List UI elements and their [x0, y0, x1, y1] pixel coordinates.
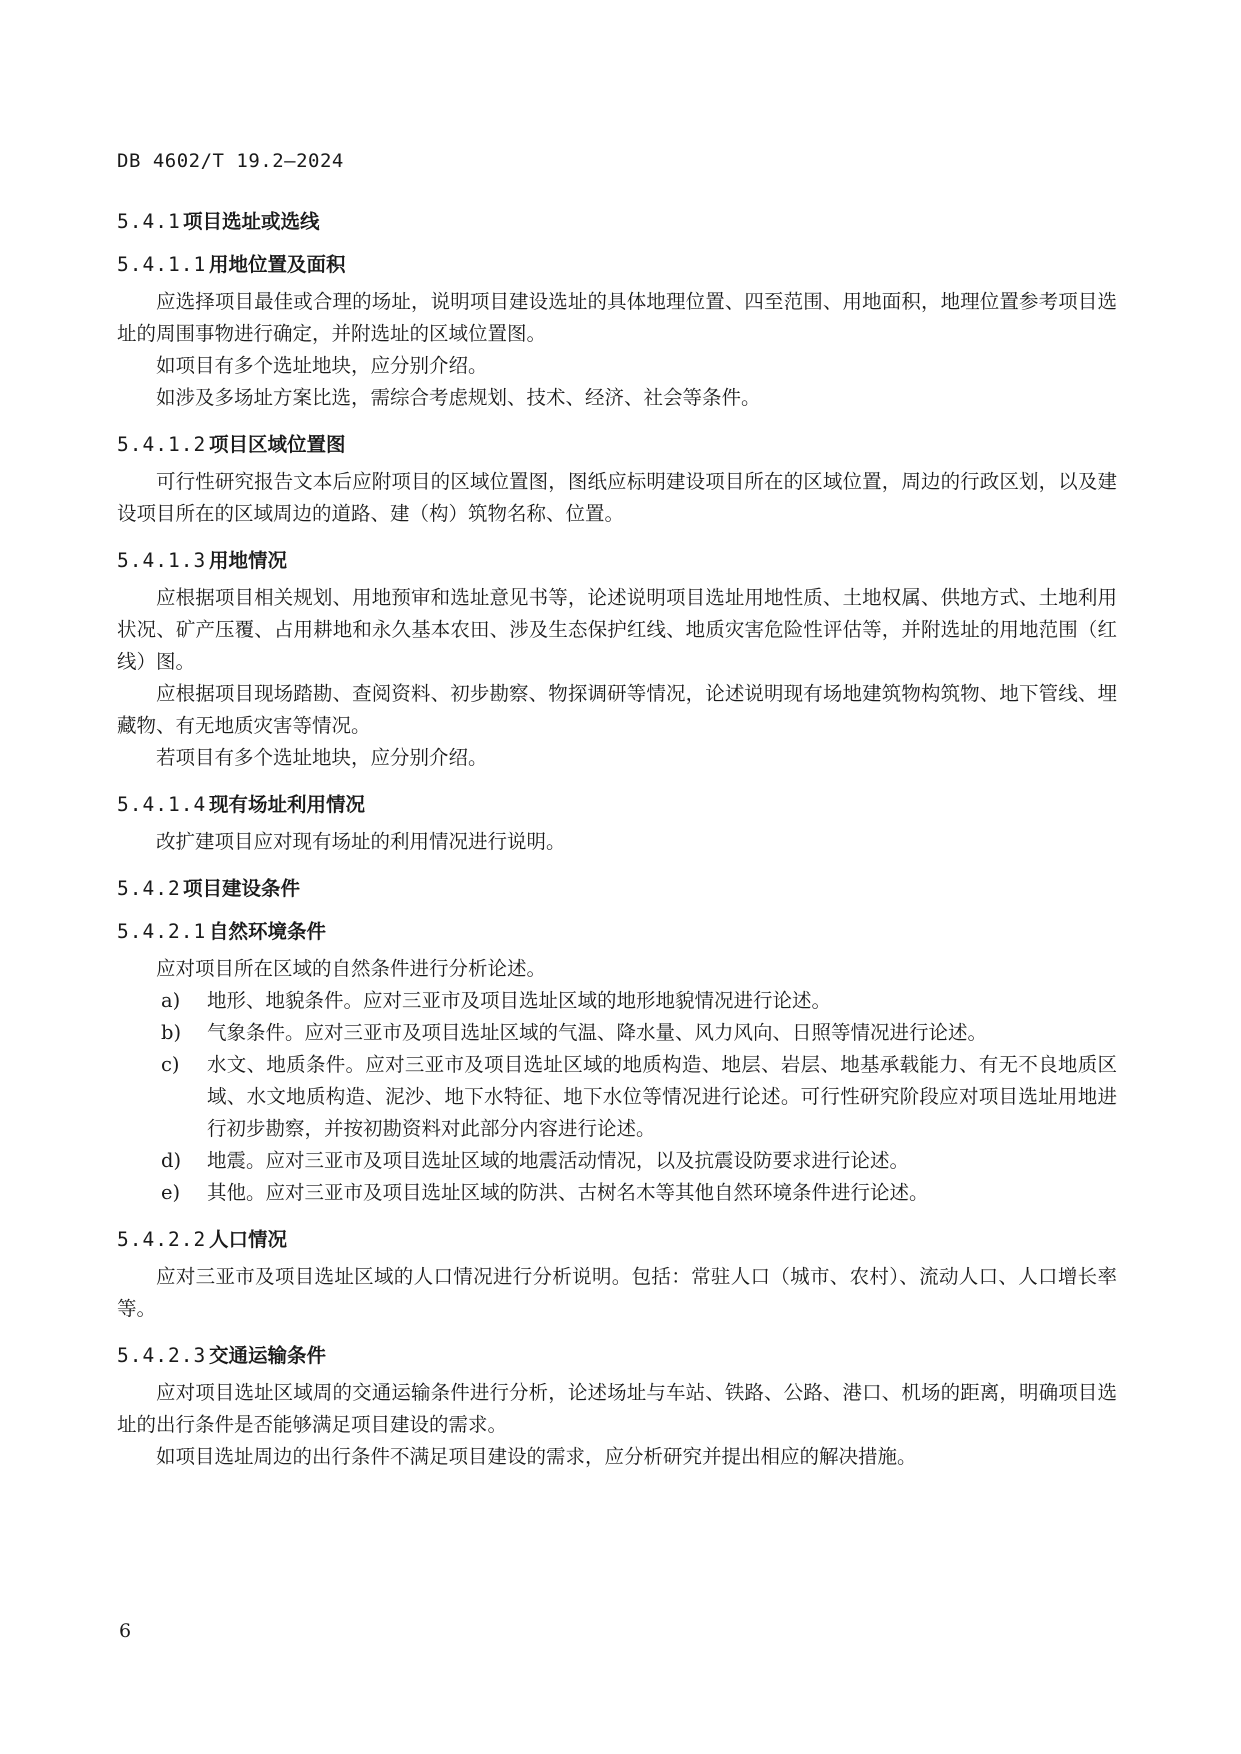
list-item-text: 其他。应对三亚市及项目选址区域的防洪、古树名木等其他自然环境条件进行论述。	[207, 1181, 929, 1204]
section-title: 交通运输条件	[209, 1344, 327, 1367]
list-item-text: 水文、地质条件。应对三亚市及项目选址区域的地质构造、地层、岩层、地基承载能力、有无不良地质区域、水文地质构造、泥沙、地下水特征、地下水位等情况进行论述。可行性研究阶段应对项目选址用地进行初步勘察，并按初勘资料对此部分内容进行论述。	[207, 1053, 1117, 1140]
paragraph: 改扩建项目应对现有场址的利用情况进行说明。	[156, 830, 566, 853]
section-heading-5-4-1-1	[117, 243, 1117, 286]
section-title: 项目选址或选线	[183, 210, 320, 233]
list-item	[117, 985, 1117, 1017]
section-number: 5.4.2	[117, 877, 181, 900]
section-number: 5.4.2.2	[117, 1228, 207, 1251]
paragraph: 如项目有多个选址地块，应分别介绍。	[156, 354, 488, 377]
list-item	[117, 1049, 1117, 1145]
list-marker: c)	[161, 1053, 180, 1076]
section-number: 5.4.2.1	[117, 920, 207, 943]
list-item	[117, 1145, 1117, 1177]
list-marker: b)	[161, 1021, 182, 1044]
section-title: 自然环境条件	[209, 920, 327, 943]
section-number: 5.4.1.2	[117, 433, 207, 456]
paragraph: 若项目有多个选址地块，应分别介绍。	[156, 746, 488, 769]
section-heading-5-4-1	[117, 200, 1117, 243]
paragraph: 应对项目所在区域的自然条件进行分析论述。	[156, 957, 547, 980]
page-number: 6	[119, 1620, 132, 1642]
section-number: 5.4.1.4	[117, 793, 207, 816]
paragraph: 可行性研究报告文本后应附项目的区域位置图，图纸应标明建设项目所在的区域位置，周边的行政区划，以及建设项目所在的区域周边的道路、建（构）筑物名称、位置。	[117, 470, 1117, 525]
section-heading-5-4-2	[117, 867, 1117, 910]
paragraph: 应对项目选址区域周的交通运输条件进行分析，论述场址与车站、铁路、公路、港口、机场的距离，明确项目选址的出行条件是否能够满足项目建设的需求。	[117, 1381, 1117, 1436]
section-heading-5-4-1-4	[117, 783, 1117, 826]
section-number: 5.4.1.3	[117, 549, 207, 572]
section-title: 用地情况	[209, 549, 288, 572]
section-number: 5.4.1.1	[117, 253, 207, 276]
section-number: 5.4.2.3	[117, 1344, 207, 1367]
section-title: 现有场址利用情况	[209, 793, 366, 816]
section-heading-5-4-2-3	[117, 1334, 1117, 1377]
section-number: 5.4.1	[117, 210, 181, 233]
paragraph: 应根据项目现场踏勘、查阅资料、初步勘察、物探调研等情况，论述说明现有场地建筑物构筑物、地下管线、埋藏物、有无地质灾害等情况。	[117, 682, 1117, 737]
section-title: 人口情况	[209, 1228, 288, 1251]
list-item-text: 地形、地貌条件。应对三亚市及项目选址区域的地形地貌情况进行论述。	[207, 989, 832, 1012]
paragraph: 应根据项目相关规划、用地预审和选址意见书等，论述说明项目选址用地性质、土地权属、供地方式、土地利用状况、矿产压覆、占用耕地和永久基本农田、涉及生态保护红线、地质灾害危险性评估等，并附选址的用地范围（红线）图。	[117, 586, 1117, 673]
section-heading-5-4-1-2	[117, 423, 1117, 466]
list-marker: d)	[161, 1149, 182, 1172]
document-body	[117, 200, 1117, 1473]
doc-number-header: DB 4602/T 19.2—2024	[117, 150, 344, 172]
section-title: 用地位置及面积	[209, 253, 346, 276]
list-item-text: 气象条件。应对三亚市及项目选址区域的气温、降水量、风力风向、日照等情况进行论述。	[207, 1021, 988, 1044]
list-item	[117, 1017, 1117, 1049]
section-title: 项目区域位置图	[209, 433, 346, 456]
paragraph: 应对三亚市及项目选址区域的人口情况进行分析说明。包括：常驻人口（城市、农村）、流动人口、人口增长率等。	[117, 1265, 1117, 1320]
section-title: 项目建设条件	[183, 877, 301, 900]
list-marker: e)	[161, 1181, 181, 1204]
list-marker: a)	[161, 989, 181, 1012]
list-item-text: 地震。应对三亚市及项目选址区域的地震活动情况，以及抗震设防要求进行论述。	[207, 1149, 910, 1172]
paragraph: 如项目选址周边的出行条件不满足项目建设的需求，应分析研究并提出相应的解决措施。	[156, 1445, 917, 1468]
list-item	[117, 1177, 1117, 1209]
paragraph: 应选择项目最佳或合理的场址，说明项目建设选址的具体地理位置、四至范围、用地面积，地理位置参考项目选址的周围事物进行确定，并附选址的区域位置图。	[117, 290, 1117, 345]
section-heading-5-4-2-2	[117, 1218, 1117, 1261]
section-heading-5-4-1-3	[117, 539, 1117, 582]
paragraph: 如涉及多场址方案比选，需综合考虑规划、技术、经济、社会等条件。	[156, 386, 761, 409]
section-heading-5-4-2-1	[117, 910, 1117, 953]
